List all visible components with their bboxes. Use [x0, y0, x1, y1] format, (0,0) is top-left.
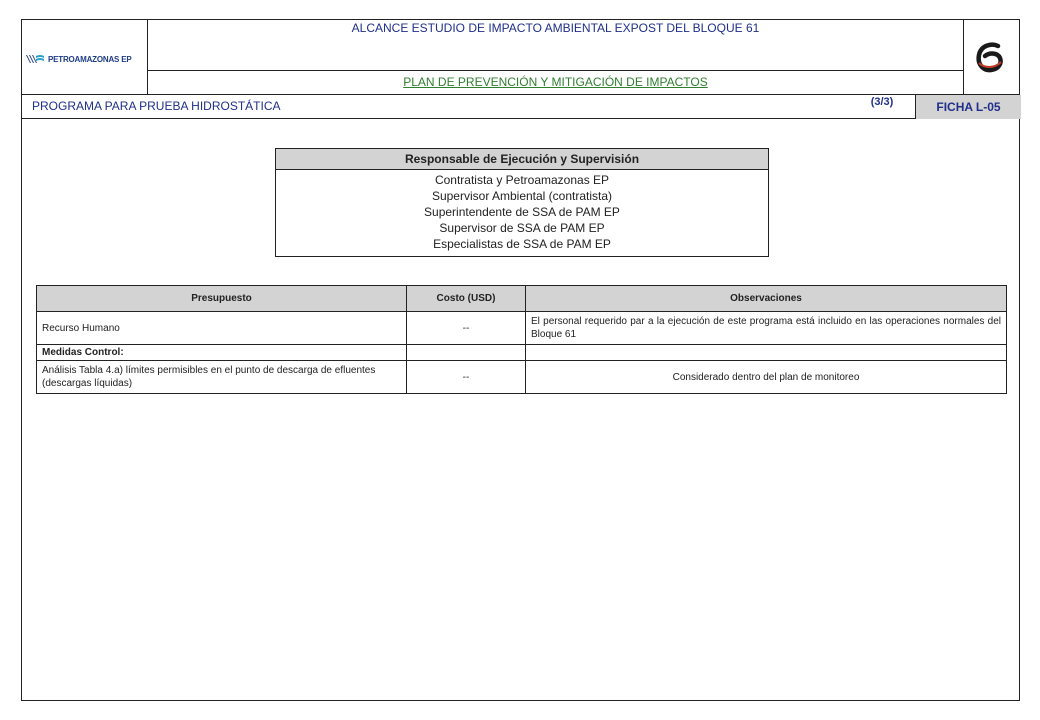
- responsables-list: [276, 170, 768, 252]
- company-logo-icon: [25, 53, 45, 65]
- responsables-heading: Responsable de Ejecución y Supervisión: [276, 149, 768, 170]
- table-cell: Medidas Control:: [37, 345, 407, 361]
- column-header-presupuesto: Presupuesto: [37, 286, 407, 312]
- program-title: PROGRAMA PARA PRUEBA HIDROSTÁTICA: [32, 99, 281, 113]
- table-cell: Análisis Tabla 4.a) límites permisibles en el punto de descarga de efluentes (descargas líquidas): [37, 361, 407, 394]
- responsable-item: Supervisor de SSA de PAM EP: [439, 221, 605, 235]
- responsable-item: Supervisor Ambiental (contratista): [431, 189, 613, 203]
- column-header-observaciones: Observaciones: [526, 286, 1007, 312]
- table-cell: [526, 345, 1007, 361]
- table-row: [37, 345, 1007, 361]
- document-title: ALCANCE ESTUDIO DE IMPACTO AMBIENTAL EXPOST DEL BLOQUE 61: [351, 21, 760, 35]
- column-header-costo: Costo (USD): [407, 286, 526, 312]
- company-name: PETROAMAZONAS EP: [48, 54, 132, 64]
- right-logo-divider: [963, 20, 964, 94]
- ficha-code: FICHA L-05: [915, 95, 1021, 119]
- table-row: [37, 361, 1007, 394]
- company-logo: [25, 50, 148, 68]
- table-row: [37, 312, 1007, 345]
- responsables-box: [275, 148, 769, 257]
- budget-table: [36, 285, 1007, 394]
- table-cell: --: [407, 361, 526, 394]
- header-divider: [22, 94, 1019, 95]
- table-cell: [407, 345, 526, 361]
- responsable-item: Especialistas de SSA de PAM EP: [433, 237, 611, 251]
- table-cell: --: [407, 312, 526, 345]
- table-cell: Recurso Humano: [37, 312, 407, 345]
- table-cell: El personal requerido par a la ejecución de este programa está incluido en las operaciones normales del Bloque 61: [526, 312, 1007, 345]
- six-logo-icon: [970, 41, 1010, 75]
- responsable-item: Contratista y Petroamazonas EP: [434, 173, 610, 187]
- plan-subtitle: PLAN DE PREVENCIÓN Y MITIGACIÓN DE IMPACTOS: [403, 75, 708, 89]
- document-frame: [21, 19, 1020, 701]
- table-header-row: [37, 286, 1007, 312]
- page-indicator: (3/3): [870, 96, 894, 108]
- table-cell: Considerado dentro del plan de monitoreo: [526, 361, 1007, 394]
- program-divider: [22, 118, 1019, 119]
- responsable-item: Superintendente de SSA de PAM EP: [424, 205, 620, 219]
